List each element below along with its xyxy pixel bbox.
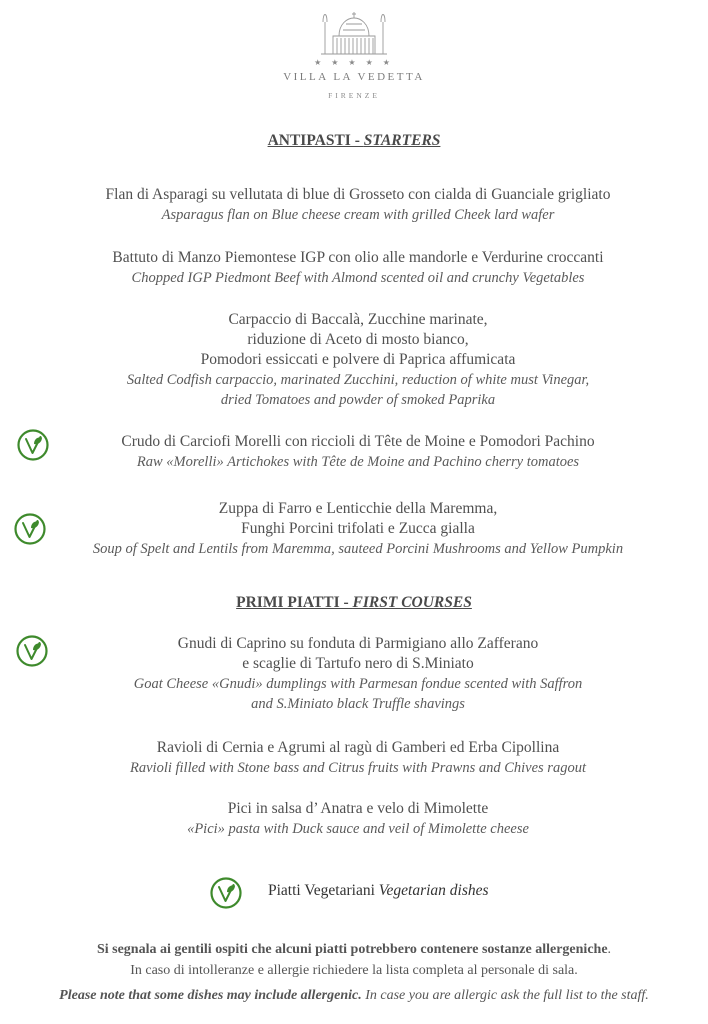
dish-item: [0, 499, 708, 559]
allergen-note-en-rest: In case you are allergic ask the full list to the staff.: [361, 988, 649, 1003]
dish-name-it: Ravioli di Cernia e Agrumi al ragù di Gamberi ed Erba Cipollina: [156, 739, 560, 756]
section-heading-it: PRIMI PIATTI -: [236, 594, 353, 611]
dish-name-en: Asparagus flan on Blue cheese cream with grilled Cheek lard wafer: [161, 207, 555, 223]
dish-name-it: riduzione di Aceto di mosto bianco,: [247, 331, 469, 348]
vegetarian-legend: [268, 882, 489, 900]
dish-name-en: «Pici» pasta with Duck sauce and veil of Mimolette cheese: [187, 821, 529, 837]
dish-name-it: Carpaccio di Baccalà, Zucchine marinate,: [228, 311, 488, 328]
dish-name-en: Raw «Morelli» Artichokes with Tête de Moine and Pachino cherry tomatoes: [136, 454, 580, 470]
dish-item: [0, 432, 708, 472]
dish-name-it: Battuto di Manzo Piemontese IGP con olio alle mandorle e Verdurine croccanti: [112, 249, 604, 266]
dish-name-en: Soup of Spelt and Lentils from Maremma, sauteed Porcini Mushrooms and Yellow Pumpkin: [92, 541, 624, 557]
dish-name-it: Flan di Asparagi su vellutata di blue di Grosseto con cialda di Guanciale grigliato: [105, 186, 611, 203]
dish-name-it: Pici in salsa d’ Anatra e velo di Mimolette: [227, 800, 489, 817]
dish-name-en: Goat Cheese «Gnudi» dumplings with Parmesan fondue scented with Saffron: [133, 676, 583, 692]
section-heading-first-courses: [0, 594, 708, 612]
dish-item: [0, 799, 708, 839]
allergen-note-period: .: [607, 942, 612, 957]
dish-name-it: Pomodori essiccati e polvere di Paprica affumicata: [200, 351, 516, 368]
logo: [0, 8, 708, 100]
brand-name: VILLA LA VEDETTA: [283, 71, 425, 83]
stars-rating: ★ ★ ★ ★ ★: [314, 58, 394, 67]
section-heading-en: FIRST COURSES: [352, 594, 472, 611]
allergen-note-it: [0, 942, 708, 958]
allergen-note-en: [0, 988, 708, 1004]
legend-text-en: Vegetarian dishes: [378, 882, 489, 899]
allergen-note-en-bold: Please note that some dishes may include allergenic.: [59, 988, 362, 1003]
vegetarian-legend-icon: [210, 877, 242, 909]
section-heading-starters: [0, 132, 708, 150]
dish-name-it: Gnudi di Caprino su fonduta di Parmigiano allo Zafferano: [177, 635, 539, 652]
allergen-note-it-2: In caso di intolleranze e allergie richiedere la lista completa al personale di sala.: [130, 963, 578, 978]
legend-text-it: Piatti Vegetariani: [268, 882, 379, 899]
dish-item: [0, 738, 708, 778]
dish-name-en: Salted Codfish carpaccio, marinated Zucchini, reduction of white must Vinegar,: [126, 372, 590, 388]
dish-item: [0, 185, 708, 225]
dish-name-en: Chopped IGP Piedmont Beef with Almond scented oil and crunchy Vegetables: [131, 270, 585, 286]
dish-name-it: Zuppa di Farro e Lenticchie della Maremma,: [218, 500, 498, 517]
dish-name-en: Ravioli filled with Stone bass and Citrus fruits with Prawns and Chives ragout: [130, 760, 586, 776]
brand-city: FIRENZE: [328, 91, 380, 100]
dish-name-it: e scaglie di Tartufo nero di S.Miniato: [242, 655, 474, 672]
villa-logo-icon: [319, 8, 389, 56]
allergen-note-it-text: Si segnala ai gentili ospiti che alcuni piatti potrebbero contenere sostanze allergeniche: [96, 942, 608, 957]
dish-item: [0, 248, 708, 288]
dish-name-it: Crudo di Carciofi Morelli con riccioli di Tête de Moine e Pomodori Pachino: [121, 433, 595, 450]
dish-item: [0, 310, 708, 410]
section-heading-en: STARTERS: [363, 132, 441, 149]
dish-name-en: dried Tomatoes and powder of smoked Paprika: [220, 392, 496, 408]
dish-item: [0, 634, 708, 714]
dish-name-en: and S.Miniato black Truffle shavings: [251, 696, 465, 712]
dish-name-it: Funghi Porcini trifolati e Zucca gialla: [241, 520, 475, 537]
section-heading-it: ANTIPASTI -: [267, 132, 364, 149]
